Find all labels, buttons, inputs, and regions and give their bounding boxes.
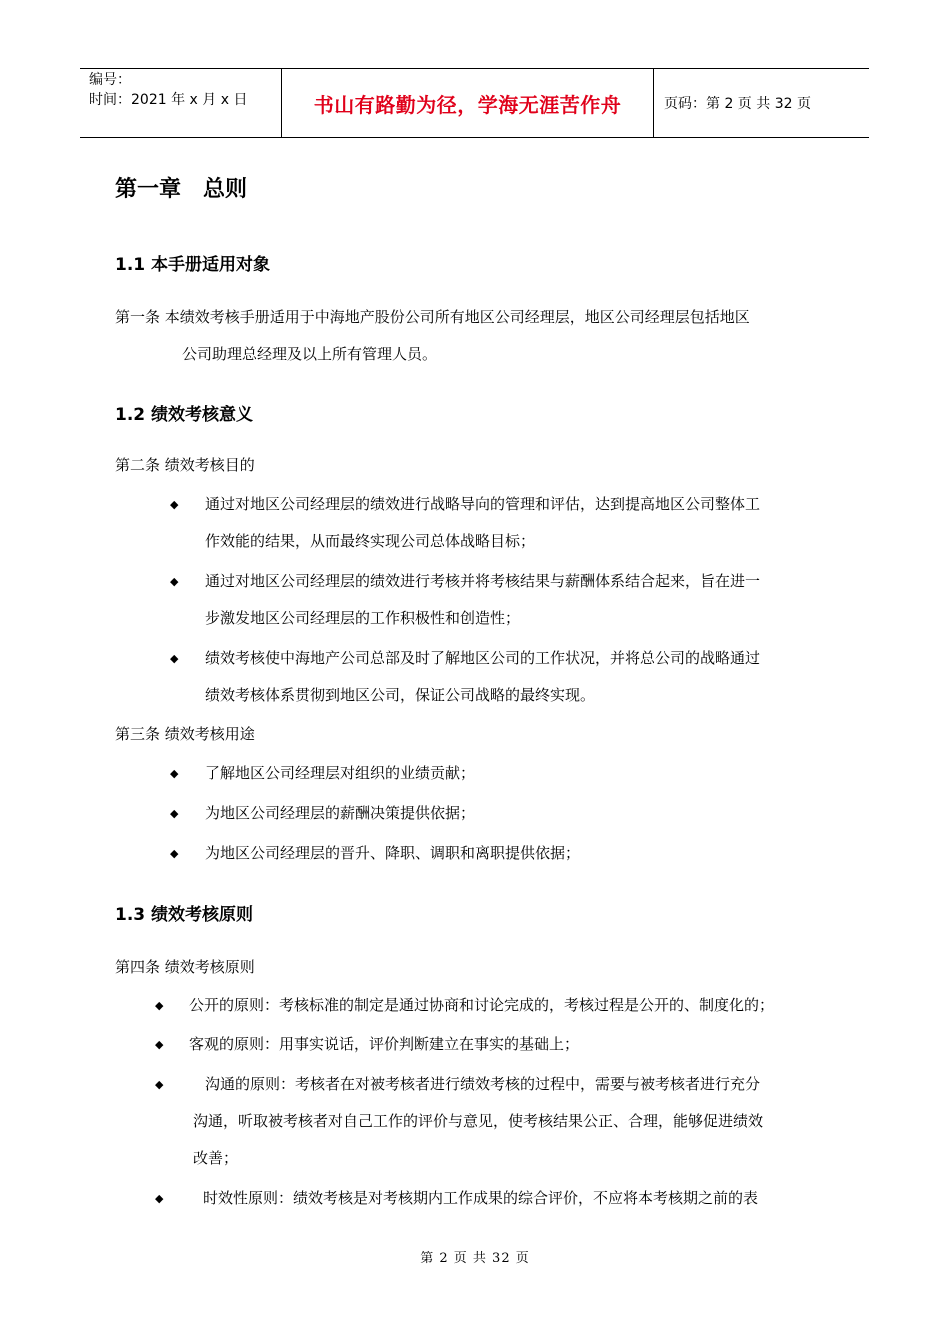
list-item-line: 为地区公司经理层的晋升、降职、调职和离职提供依据； — [205, 844, 581, 862]
article-1-line: 公司助理总经理及以上所有管理人员。 — [182, 345, 438, 363]
bullet-icon: ◆ — [170, 652, 179, 665]
section-heading: 1.1 本手册适用对象 — [115, 255, 271, 275]
chapter-title: 第一章 总则 — [115, 177, 248, 202]
page-footer: 第 2 页 共 32 页 — [420, 1251, 530, 1266]
bullet-icon: ◆ — [155, 1078, 164, 1091]
bullet-icon: ◆ — [170, 575, 179, 588]
article-1-line: 第一条 本绩效考核手册适用于中海地产股份公司所有地区公司经理层，地区公司经理层包括地区 — [115, 308, 750, 326]
article-4-title: 第四条 绩效考核原则 — [115, 958, 255, 976]
header-info — [80, 69, 281, 137]
article-1 — [115, 299, 845, 373]
number-label: 编号： — [89, 72, 131, 88]
bullet-icon: ◆ — [170, 498, 179, 511]
list-item-line: 改善； — [193, 1149, 239, 1167]
bullet-icon: ◆ — [170, 807, 179, 820]
list-item-line: 绩效考核使中海地产公司总部及时了解地区公司的工作状况，并将总公司的战略通过 — [205, 649, 761, 667]
list-item-line: 步激发地区公司经理层的工作积极性和创造性； — [205, 609, 521, 627]
bullet-icon: ◆ — [155, 1038, 164, 1051]
list-item-line: 为地区公司经理层的薪酬决策提供依据； — [205, 804, 476, 822]
bullet-icon: ◆ — [170, 847, 179, 860]
header-motto: 书山有路勤为径，学海无涯苦作舟 — [281, 69, 654, 137]
bullet-icon: ◆ — [155, 999, 164, 1012]
article-2-title: 第二条 绩效考核目的 — [115, 456, 255, 474]
list-item-line: 时效性原则：绩效考核是对考核期内工作成果的综合评价，不应将本考核期之前的表 — [203, 1189, 759, 1207]
list-item-line: 作效能的结果，从而最终实现公司总体战略目标； — [205, 532, 536, 550]
header-page-label: 页码：第 2 页 共 32 页 — [664, 96, 811, 112]
list-item-line: 沟通，听取被考核者对自己工作的评价与意见，使考核结果公正、合理，能够促进绩效 — [193, 1112, 764, 1130]
list-item-line: 了解地区公司经理层对组织的业绩贡献； — [205, 764, 476, 782]
section-heading: 1.2 绩效考核意义 — [115, 405, 254, 425]
list-item-line: 客观的原则：用事实说话，评价判断建立在事实的基础上； — [189, 1035, 580, 1053]
date-label: 时间：2021 年 x 月 x 日 — [89, 92, 248, 108]
list-item-line: 绩效考核体系贯彻到地区公司，保证公司战略的最终实现。 — [205, 686, 596, 704]
article-3-title: 第三条 绩效考核用途 — [115, 725, 255, 743]
bullet-icon: ◆ — [155, 1192, 164, 1205]
list-item-line: 通过对地区公司经理层的绩效进行考核并将考核结果与薪酬体系结合起来，旨在进一 — [205, 572, 761, 590]
list-item-line: 通过对地区公司经理层的绩效进行战略导向的管理和评估，达到提高地区公司整体工 — [205, 495, 761, 513]
list-item-line: 沟通的原则：考核者在对被考核者进行绩效考核的过程中，需要与被考核者进行充分 — [205, 1075, 761, 1093]
page-header — [80, 68, 869, 138]
bullet-icon: ◆ — [170, 767, 179, 780]
section-heading: 1.3 绩效考核原则 — [115, 905, 254, 925]
list-item-line: 公开的原则：考核标准的制定是通过协商和讨论完成的，考核过程是公开的、制度化的； — [189, 996, 775, 1014]
